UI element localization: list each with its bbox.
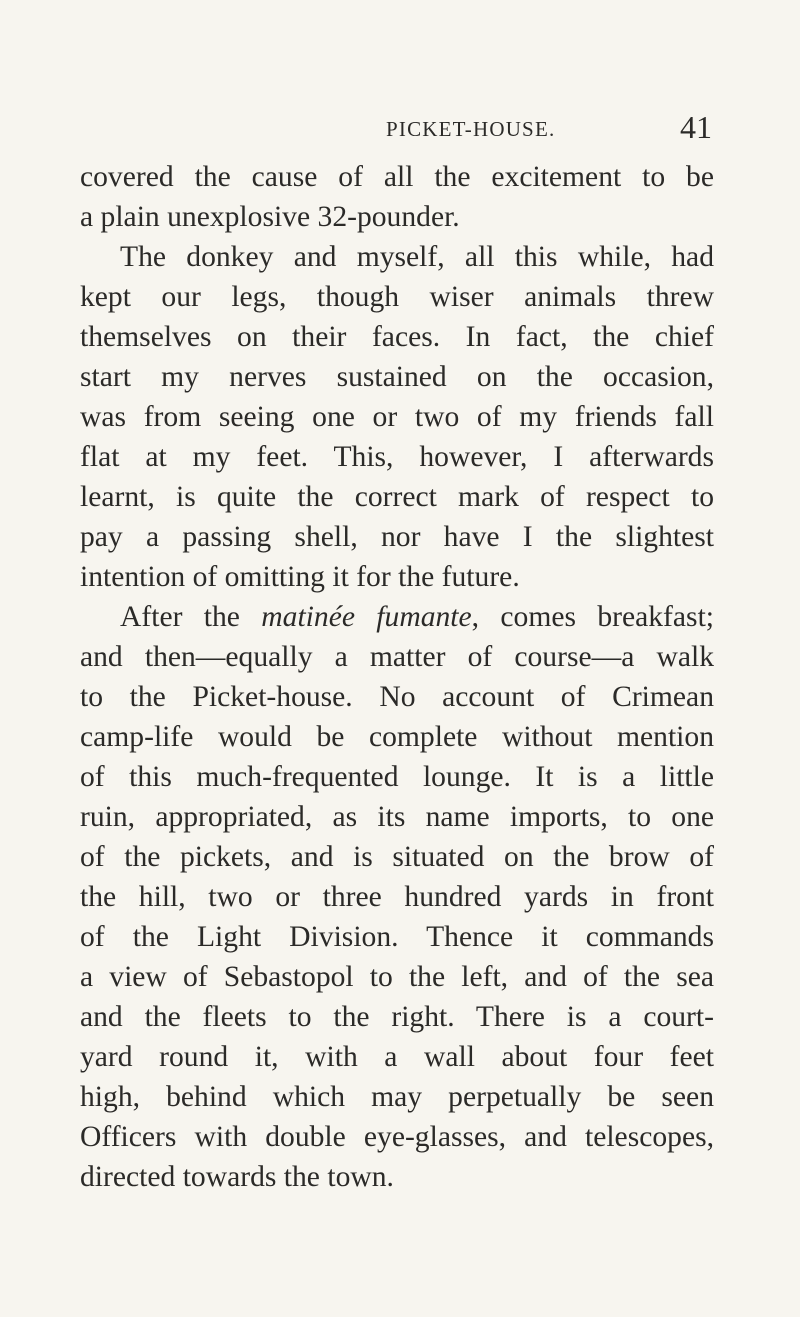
text-line: high, behind which may perpetually be seen <box>80 1081 714 1113</box>
text-line: start my nerves sustained on the occasion, <box>80 361 714 393</box>
text-line: camp-life would be complete without mention <box>80 721 714 753</box>
text-line: pay a passing shell, nor have I the slightest <box>80 521 714 553</box>
text-line: was from seeing one or two of my friends fall <box>80 401 714 433</box>
text-line: covered the cause of all the excitement to be <box>80 161 714 193</box>
text-line: intention of omitting it for the future. <box>80 561 520 593</box>
text-line: The donkey and myself, all this while, had <box>120 241 714 273</box>
body-text <box>80 157 714 1197</box>
text-line: of this much-frequented lounge. It is a little <box>80 761 714 793</box>
text-line <box>80 597 714 637</box>
text-line: a plain unexplosive 32-pounder. <box>80 201 460 233</box>
italic-phrase: matinée fumante <box>261 601 472 633</box>
text-line: a view of Sebastopol to the left, and of the sea <box>80 961 714 993</box>
page-number: 41 <box>680 109 712 145</box>
running-head <box>80 109 712 146</box>
text-line: themselves on their faces. In fact, the chief <box>80 321 714 353</box>
text-line: ruin, appropriated, as its name imports, to one <box>80 801 714 833</box>
text-line: directed towards the town. <box>80 1161 394 1193</box>
text-line: kept our legs, though wiser animals threw <box>80 281 714 313</box>
text-line: to the Picket-house. No account of Crimean <box>80 681 714 713</box>
line-text-before: After the <box>120 601 262 633</box>
text-line: the hill, two or three hundred yards in front <box>80 881 714 913</box>
line-text-after: , comes breakfast; <box>471 601 714 633</box>
text-line: learnt, is quite the correct mark of respect to <box>80 481 714 513</box>
text-line: yard round it, with a wall about four feet <box>80 1041 714 1073</box>
text-line: and the fleets to the right. There is a court- <box>80 1001 714 1033</box>
text-line: of the Light Division. Thence it commands <box>80 921 714 953</box>
text-line: Officers with double eye-glasses, and telescopes, <box>80 1121 714 1153</box>
text-line: of the pickets, and is situated on the brow of <box>80 841 714 873</box>
text-line: and then—equally a matter of course—a walk <box>80 641 714 673</box>
text-line: flat at my feet. This, however, I afterwards <box>80 441 714 473</box>
running-title: PICKET-HOUSE. <box>386 117 556 141</box>
